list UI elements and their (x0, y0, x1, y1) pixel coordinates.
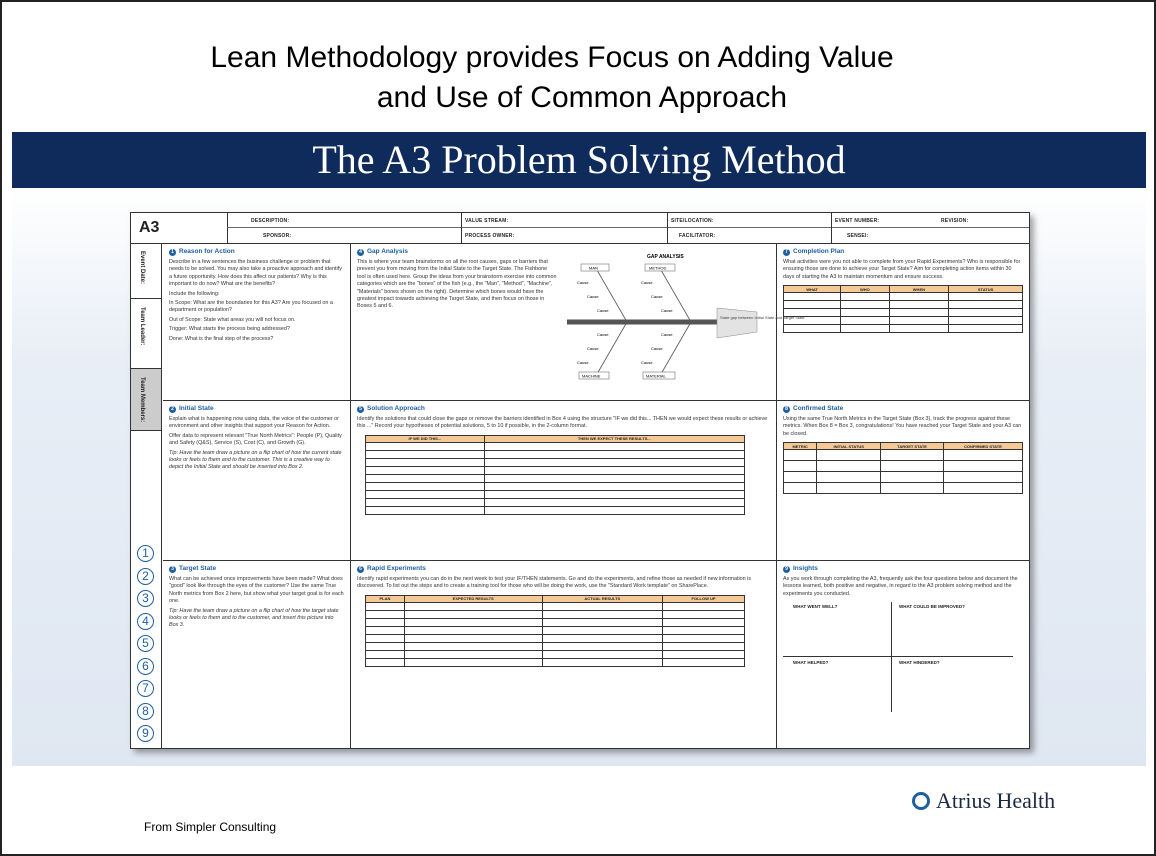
box-title: 2 Initial State (169, 405, 344, 413)
column-header: CONFIRMED STATE (943, 443, 1022, 450)
box-text: Explain what is happening now using data, the voice of the customer or environment and other insights that support your Reason for Action. (169, 416, 339, 430)
box-text: As you work through completing the A3, frequently ask the four questions below and document the lessons learned, both positive and negative, in regard to the A3 problem solving method and the experiments you conducted. (783, 576, 1018, 597)
table-row (366, 626, 745, 634)
box-number-circle: 4 (137, 613, 154, 630)
sensei-label: SENSEI: (847, 233, 869, 239)
fishbone-bone (661, 270, 691, 322)
box-insights (777, 561, 1029, 748)
column-header: METRIC (784, 443, 817, 450)
table-row (784, 293, 1023, 301)
header-divider (461, 213, 462, 243)
box-title: 9 Insights (783, 565, 1023, 573)
box-text: In Scope: What are the boundaries for this A3? Are you focused on a department or population? (169, 300, 333, 314)
fishbone-title: GAP ANALYSIS (647, 254, 684, 260)
solution-table (365, 435, 745, 515)
cause-label: Cause (661, 308, 673, 313)
fishbone-bone (597, 270, 627, 322)
sponsor-label: SPONSOR: (263, 233, 292, 239)
table-row (366, 466, 745, 474)
slide-title-line1: Lean Methodology provides Focus on Adding Value (210, 41, 894, 74)
cause-label: Cause (651, 346, 663, 351)
fishbone-diagram (557, 250, 805, 390)
table-row (784, 461, 1023, 472)
box-tip: Tip: Have the team draw a picture on a flip chart of how the target state looks or feels to them and to the customer, and insert this picture into Box 3. (169, 607, 339, 629)
side-panel (131, 243, 162, 748)
column-header: WHO (841, 286, 890, 293)
box-text: Identify the solutions that could close the gaps or remove the barriers identified in Box 4 using the structure "IF we did this... THEN we would expect these results or achieve this ..." Record your hypotheses of potential solutions, 5 to 10 if possible, in the 2-column format. (357, 416, 768, 430)
cause-label: Cause (577, 280, 589, 285)
table-row (366, 658, 745, 666)
box-confirmed-state (777, 401, 1029, 561)
box-rapid-experiments (351, 561, 777, 748)
side-tab-event-date: Event Date: (131, 243, 161, 299)
box-number-circle: 1 (137, 545, 154, 562)
fishbone-category: MATERIAL (646, 373, 666, 379)
table-row (366, 634, 745, 642)
process-owner-label: PROCESS OWNER: (465, 233, 515, 239)
header-rule (227, 227, 1029, 228)
box-reason-for-action (163, 244, 351, 401)
column-header: THEN WE EXPECT THESE RESULTS... (484, 435, 744, 442)
box-title: 5 Solution Approach (357, 405, 770, 413)
column-header: STATUS (949, 286, 1023, 293)
table-row (366, 650, 745, 658)
table-row (784, 301, 1023, 309)
table-row (366, 474, 745, 482)
side-tab-team-members: Team Members: (131, 369, 161, 431)
insight-question: WHAT COULD BE IMPROVED? (899, 604, 965, 610)
table-row (366, 610, 745, 618)
box-title: 8 Confirmed State (783, 405, 1023, 413)
column-header: WHEN (889, 286, 949, 293)
box-target-state (163, 561, 351, 748)
box-title: 4 Gap Analysis (357, 248, 770, 256)
column-header: PLAN (366, 595, 405, 602)
cause-label: Cause (587, 294, 599, 299)
confirmed-state-table (783, 442, 1023, 494)
fishbone-head (717, 308, 757, 338)
box-number-circle: 7 (137, 680, 154, 697)
sheet-header (131, 213, 1029, 244)
sheet-label: A3 (139, 219, 160, 236)
box-text: Trigger: What starts the process being addressed? (169, 326, 290, 333)
table-row (784, 450, 1023, 461)
box-text: Done: What is the final step of the process? (169, 335, 274, 342)
box-title: 3 Target State (169, 565, 344, 573)
cause-label: Cause (641, 280, 653, 285)
a3-sheet (130, 212, 1030, 749)
value-stream-label: VALUE STREAM: (465, 218, 509, 224)
rapid-experiments-table (365, 595, 745, 667)
box-text: Describe in a few sentences the business challenge or problem that needs to be solved. You may also take a proactive approach and identify a future opportunity. How does this affect our patients? Why is this important to do now? What are the benefits? (169, 259, 342, 288)
cause-label: Cause (587, 346, 599, 351)
insight-question: WHAT HINDERED? (899, 660, 940, 666)
fishbone-category: MACHINE (582, 373, 601, 379)
table-row (784, 309, 1023, 317)
box-text: Identify rapid experiments you can do in the next week to test your IF/THEN statements. Go and do the experiments, and refine those as needed if new information is discovered. To list out the steps and to create a training tool for those who will be doing the work, use the "Standard Work template" on SharePlace. (357, 576, 752, 590)
column-header: INITIAL STATUS (817, 443, 881, 450)
insights-grid (783, 602, 1023, 712)
box-text: This is where your team brainstorms on all the root causes, gaps or barriers that prevent you from moving from the Initial State to the Target State. The Fishbone tool is often used here. Group the ideas from your brainstorm exercise into common categories which are the "bones" of the fish (e.g., the "Man", "Method", "Machine", "Materials" bones shown on the right). Determine which bones would have the greatest impact towards achieving the Target State, and then focus on those in Boxes 5 and 6. (357, 259, 557, 310)
cause-label: Cause (597, 332, 609, 337)
cause-label: Cause (597, 308, 609, 313)
header-divider (667, 213, 668, 243)
atrius-health-logo (912, 788, 1055, 814)
site-location-label: SITE/LOCATION: (671, 218, 714, 224)
box-number-circle: 8 (137, 703, 154, 720)
box-text: Include the following: (169, 290, 220, 297)
revision-label: REVISION: (941, 218, 969, 224)
box-text: Using the same True North Metrics in the Target State (Box 3), track the progress against these metrics. When Box 8 = Box 3, congratulations! You have reached your Target State and your A3 can be closed. (783, 416, 1022, 437)
cause-label: Cause (577, 360, 589, 365)
box-text: Offer data to represent relevant "True North Metrics": People (P), Quality and Safety (Q&S), Service (S), Cost (C), and Growth (G). (169, 432, 342, 447)
box-text: What can be achieved once improvements have been made? What does "good" look like through the eyes of the customer? Use the same True North metrics from Box 2 here, but show what your target goal is for each one. (169, 576, 344, 605)
side-tab-team-leader: Team Leader: (131, 299, 161, 369)
table-row (366, 498, 745, 506)
box-tip: Tip: Have the team draw a picture on a flip chart of how the current state looks or feels to them and to the customer. This is a creative way to depict the Initial State and should be inserted into Box 2. (169, 449, 342, 471)
table-row (366, 618, 745, 626)
table-row (366, 490, 745, 498)
table-row (784, 317, 1023, 325)
table-row (784, 325, 1023, 333)
column-header: FOLLOW UP (663, 595, 745, 602)
atrius-logo-icon (912, 792, 930, 810)
fishbone-bone (661, 322, 691, 374)
brand-name: Atrius Health (936, 788, 1056, 813)
table-row (784, 483, 1023, 494)
box-initial-state (163, 401, 351, 561)
box-solution-approach (351, 401, 777, 561)
header-divider (831, 213, 832, 243)
event-number-label: EVENT NUMBER: (835, 218, 880, 224)
banner: The A3 Problem Solving Method (12, 132, 1146, 188)
completion-plan-table (783, 285, 1023, 333)
cause-label: Cause (651, 294, 663, 299)
insight-question: WHAT WENT WELL? (793, 604, 838, 610)
source-credit: From Simpler Consulting (144, 820, 277, 834)
fishbone-bone (597, 322, 627, 374)
cause-label: Cause (661, 332, 673, 337)
box-completion-plan (777, 244, 1029, 401)
table-row (366, 642, 745, 650)
table-row (784, 472, 1023, 483)
box-number-circle: 3 (137, 590, 154, 607)
box-title: 7 Completion Plan (783, 248, 1023, 256)
slide-title-line2: and Use of Common Approach (376, 81, 788, 114)
cause-label: Cause (641, 360, 653, 365)
box-title: 1 Reason for Action (169, 248, 344, 256)
description-label: DESCRIPTION: (251, 218, 290, 224)
fishbone-category: MAN (589, 265, 598, 271)
column-header: WHAT (784, 286, 841, 293)
column-header: TARGET STATE (881, 443, 944, 450)
fishbone-head-text: State gap between Initial State and Target State (720, 315, 805, 320)
column-header: IF WE DID THIS... (366, 435, 485, 442)
box-number-circle: 5 (137, 635, 154, 652)
column-header: ACTUAL RESULTS (542, 595, 663, 602)
box-gap-analysis (351, 244, 805, 401)
table-row (366, 450, 745, 458)
column-header: EXPECTED RESULTS (404, 595, 542, 602)
table-row (366, 458, 745, 466)
box-number-circle: 9 (137, 725, 154, 742)
insight-question: WHAT HELPED? (793, 660, 829, 666)
insights-divider (783, 656, 1013, 657)
slide-title (2, 38, 1102, 118)
insights-divider (891, 602, 892, 712)
box-number-circle: 6 (137, 658, 154, 675)
table-row (366, 506, 745, 514)
box-number-circle: 2 (137, 568, 154, 585)
box-text: What activities were you not able to complete from your Rapid Experiments? Who is responsible for ensuring those are done to achieve your Target State? Aim for completing action items within 30 days of starting the A3 to maintain momentum and ensure success. (783, 259, 1021, 280)
table-row (366, 602, 745, 610)
table-row (366, 442, 745, 450)
table-row (366, 482, 745, 490)
box-text: Out of Scope: State what areas you will not focus on. (169, 316, 296, 323)
box-title: 6 Rapid Experiments (357, 565, 770, 573)
header-divider (227, 213, 228, 243)
facilitator-label: FACILITATOR: (679, 233, 716, 239)
fishbone-category: METHOD (649, 265, 667, 271)
